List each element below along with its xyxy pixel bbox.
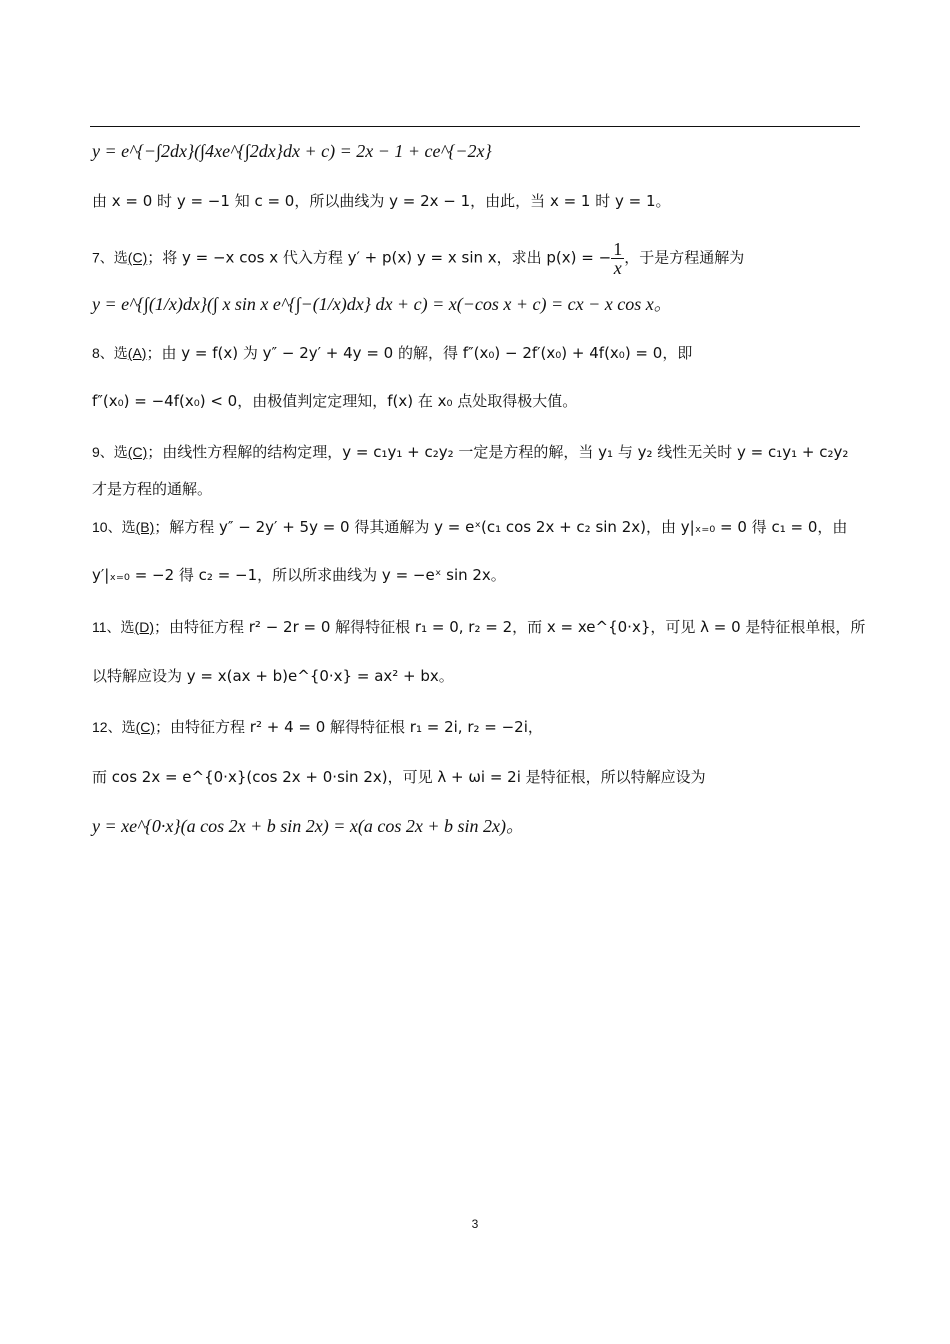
fraction: $\frac{1}{x}$	[613, 239, 623, 278]
answer-option: (B)	[135, 519, 155, 535]
answer-10-line-2: y′|ₓ₌₀ = −2 得 c₂ = −1，所以所求曲线为 y = −eˣ sin 2x。	[92, 566, 506, 584]
answer-11-line-2: 以特解应设为 y = x(ax + b)e^{0·x} = ax² + bx。	[92, 667, 454, 685]
answer-option: (C)	[127, 444, 148, 460]
answer-8-line-2: f″(x₀) = −4f(x₀) < 0，由极值判定定理知，f(x) 在 x₀ 点处取得极大值。	[92, 392, 578, 410]
answer-12-line-2: 而 cos 2x = e^{0·x}(cos 2x + 0·sin 2x)，可见 λ + ωi = 2i 是特征根，所以特解应设为	[92, 768, 706, 786]
answer-option: (A)	[127, 345, 147, 361]
header-rule	[90, 126, 860, 127]
answer-9-line-1: 9、选(C)；由线性方程解的结构定理，y = c₁y₁ + c₂y₂ 一定是方程的解，当 y₁ 与 y₂ 线性无关时 y = c₁y₁ + c₂y₂	[92, 443, 849, 461]
answer-9-line-2: 才是方程的通解。	[92, 480, 213, 498]
answer-8-line-1: 8、选(A)；由 y = f(x) 为 y″ − 2y′ + 4y = 0 的解，得 f″(x₀) − 2f′(x₀) + 4f(x₀) = 0，即	[92, 344, 693, 362]
page-number: 3	[471, 1217, 479, 1231]
answer-option: (D)	[134, 619, 154, 635]
answer-option: (C)	[127, 249, 148, 266]
answer-option: (C)	[135, 719, 156, 735]
answer-7-line-1: 7、选(C)；将 y = −x cos x 代入方程 y′ + p(x) y = x sin x，求出 p(x) = − $\frac{1}{x}$ ，于是方程通解为	[92, 239, 745, 278]
answer-12-line-1: 12、选(C)；由特征方程 r² + 4 = 0 解得特征根 r₁ = 2i, r₂ = −2i，	[92, 718, 543, 736]
answer-12-line-3: y = xe^{0·x}(a cos 2x + b sin 2x) = x(a cos 2x + b sin 2x)。	[92, 816, 524, 836]
answer-7-line-2: y = e^{∫(1/x)dx}(∫ x sin x e^{∫−(1/x)dx} dx + c) = x(−cos x + c) = cx − x cos x。	[92, 294, 672, 314]
answer-11-line-1: 11、选(D)；由特征方程 r² − 2r = 0 解得特征根 r₁ = 0, r₂ = 2，而 x = xe^{0·x}，可见 λ = 0 是特征根单根，所	[92, 618, 866, 636]
answer-10-line-1: 10、选(B)；解方程 y″ − 2y′ + 5y = 0 得其通解为 y = eˣ(c₁ cos 2x + c₂ sin 2x)，由 y|ₓ₌₀ = 0 得 c₁ = 0，由	[92, 518, 848, 536]
text-line-2: 由 x = 0 时 y = −1 知 c = 0，所以曲线为 y = 2x − 1，由此，当 x = 1 时 y = 1。	[92, 192, 671, 210]
equation-line-1: y = e^{−∫2dx}(∫4xe^{∫2dx}dx + c) = 2x − 1 + ce^{−2x}	[92, 141, 492, 161]
